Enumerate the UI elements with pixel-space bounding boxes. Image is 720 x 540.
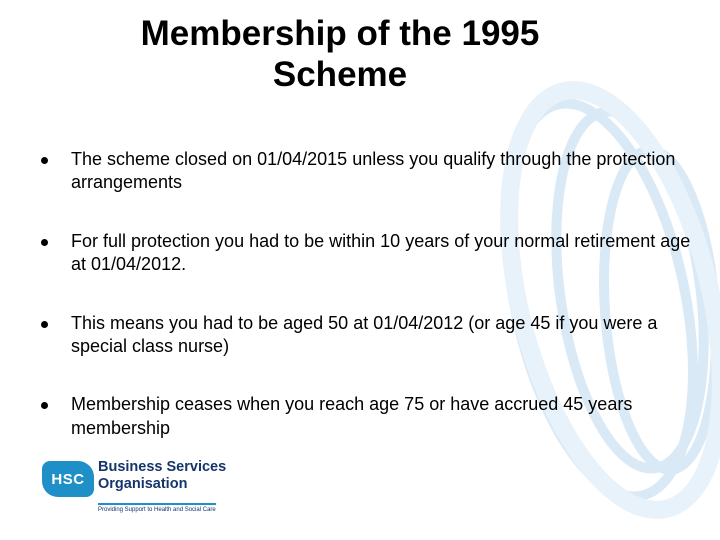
bullet-text: This means you had to be aged 50 at 01/04/2012 (or age 45 if you were a special class nurse) (71, 312, 658, 356)
bullet-item (40, 393, 700, 440)
logo-name-line-1: Business Services (98, 459, 227, 475)
slide-title-line-1: Membership of the 1995 (140, 14, 540, 53)
bullet-dot-icon (41, 321, 48, 328)
bullet-list (40, 148, 700, 475)
bullet-dot-icon (41, 402, 48, 409)
bullet-item (40, 230, 700, 277)
bullet-dot-icon (41, 157, 48, 164)
bullet-text: For full protection you had to be within 10 years of your normal retirement age at 01/04/2012. (71, 230, 691, 275)
bullet-item (40, 312, 700, 359)
logo-organisation-name (98, 459, 238, 494)
bullet-text: The scheme closed on 01/04/2015 unless you qualify through the protection arrangements (71, 149, 676, 193)
slide-title (40, 14, 640, 96)
slide-title-line-2: Scheme (272, 54, 408, 94)
bullet-dot-icon (41, 239, 48, 246)
bullet-text: Membership ceases when you reach age 75 or have accrued 45 years membership (71, 394, 633, 438)
logo-name-line-2: Organisation (98, 476, 188, 493)
bullet-item (40, 148, 700, 195)
logo-tagline: Providing Support to Health and Social Care (98, 503, 216, 513)
hsc-bso-logo (42, 458, 232, 516)
hsc-badge: HSC (42, 461, 94, 497)
